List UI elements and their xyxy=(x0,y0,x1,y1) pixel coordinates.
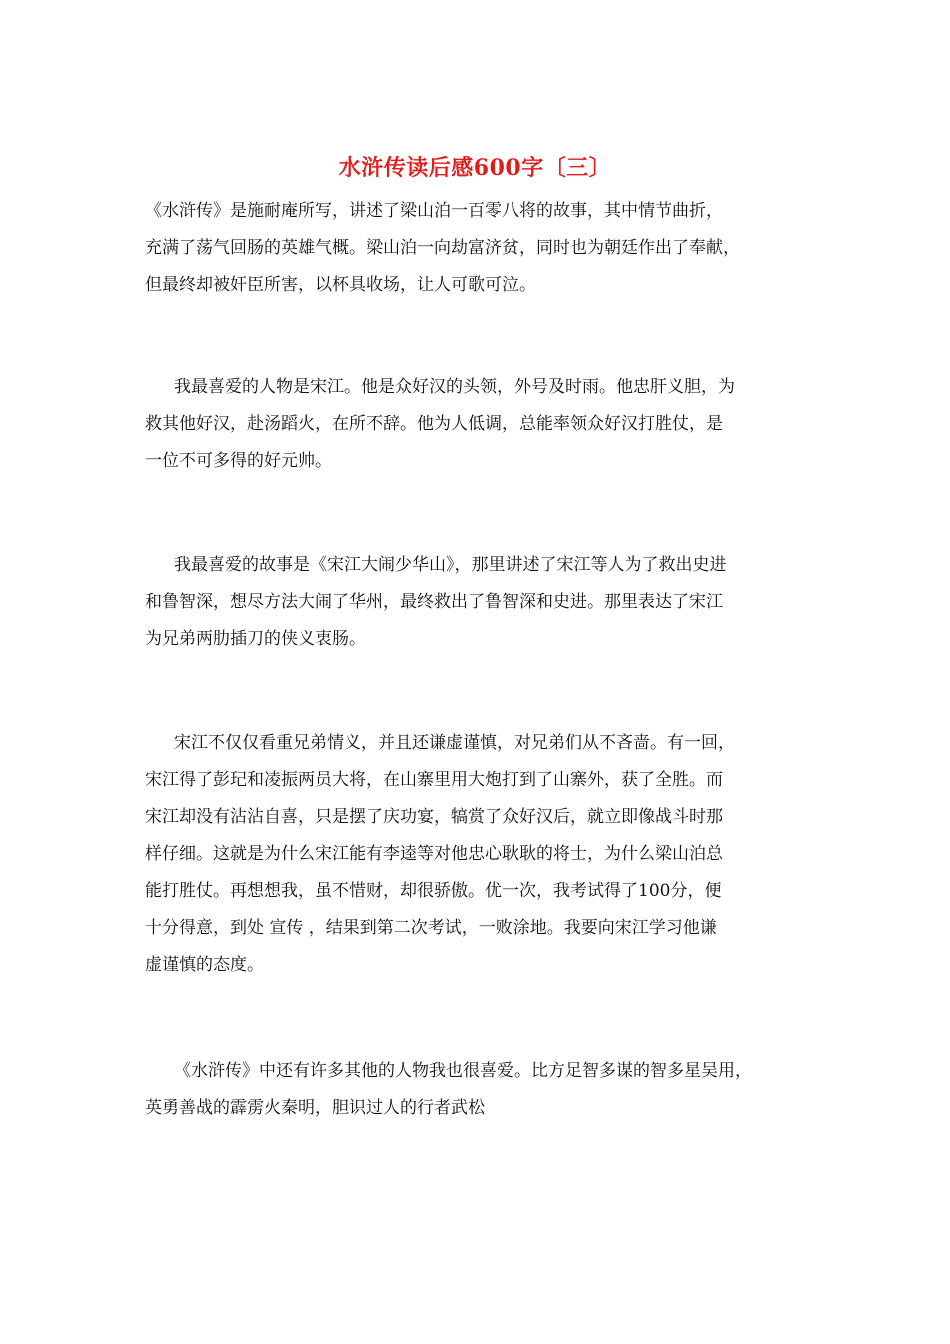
paragraph-line: 我最喜爱的人物是宋江。他是众好汉的头领，外号及时雨。他忠肝义胆，为 xyxy=(174,377,735,397)
paragraph-line: 为兄弟两肋插刀的侠义衷肠。 xyxy=(145,629,366,649)
paragraph-intro xyxy=(145,193,815,304)
paragraph-other-characters xyxy=(145,1053,815,1127)
paragraph-line: 我最喜爱的故事是《宋江大闹少华山》，那里讲述了宋江等人为了救出史进 xyxy=(174,555,727,575)
paragraph-line: 但最终却被奸臣所害，以杯具收场，让人可歌可泣。 xyxy=(145,275,536,295)
paragraph-line: 样仔细。这就是为什么宋江能有李逵等对他忠心耿耿的将士，为什么梁山泊总 xyxy=(145,844,723,864)
paragraph-line: 宋江却没有沾沾自喜，只是摆了庆功宴，犒赏了众好汉后，就立即像战斗时那 xyxy=(145,807,723,827)
paragraph-line: 一位不可多得的好元帅。 xyxy=(145,451,332,471)
paragraph-line: 英勇善战的霹雳火秦明，胆识过人的行者武松 xyxy=(145,1098,485,1118)
paragraph-favorite-character xyxy=(145,369,815,480)
paragraph-line: 救其他好汉，赴汤蹈火，在所不辞。他为人低调，总能率领众好汉打胜仗，是 xyxy=(145,414,723,434)
paragraph-line: 能打胜仗。再想想我，虽不惜财，却很骄傲。优一次，我考试得了100分，便 xyxy=(145,881,722,901)
paragraph-line: 《水浒传》是施耐庵所写，讲述了梁山泊一百零八将的故事，其中情节曲折， xyxy=(145,201,723,221)
paragraph-favorite-story xyxy=(145,547,815,658)
document-title: 水浒传读后感600字〔三〕 xyxy=(338,155,612,181)
paragraph-humility xyxy=(145,725,815,984)
paragraph-line: 虚谨慎的态度。 xyxy=(145,955,264,975)
paragraph-line: 和鲁智深，想尽方法大闹了华州，最终救出了鲁智深和史进。那里表达了宋江 xyxy=(145,592,723,612)
paragraph-line: 十分得意，到处 宣传 ，结果到第二次考试，一败涂地。我要向宋江学习他谦 xyxy=(145,918,717,938)
paragraph-line: 宋江得了彭玘和凌振两员大将，在山寨里用大炮打到了山寨外，获了全胜。而 xyxy=(145,770,723,790)
paragraph-line: 《水浒传》中还有许多其他的人物我也很喜爱。比方足智多谋的智多星吴用， xyxy=(174,1061,752,1081)
paragraph-line: 充满了荡气回肠的英雄气概。梁山泊一向劫富济贫，同时也为朝廷作出了奉献， xyxy=(145,238,740,258)
paragraph-line: 宋江不仅仅看重兄弟情义，并且还谦虚谨慎，对兄弟们从不吝啬。有一回， xyxy=(174,733,735,753)
